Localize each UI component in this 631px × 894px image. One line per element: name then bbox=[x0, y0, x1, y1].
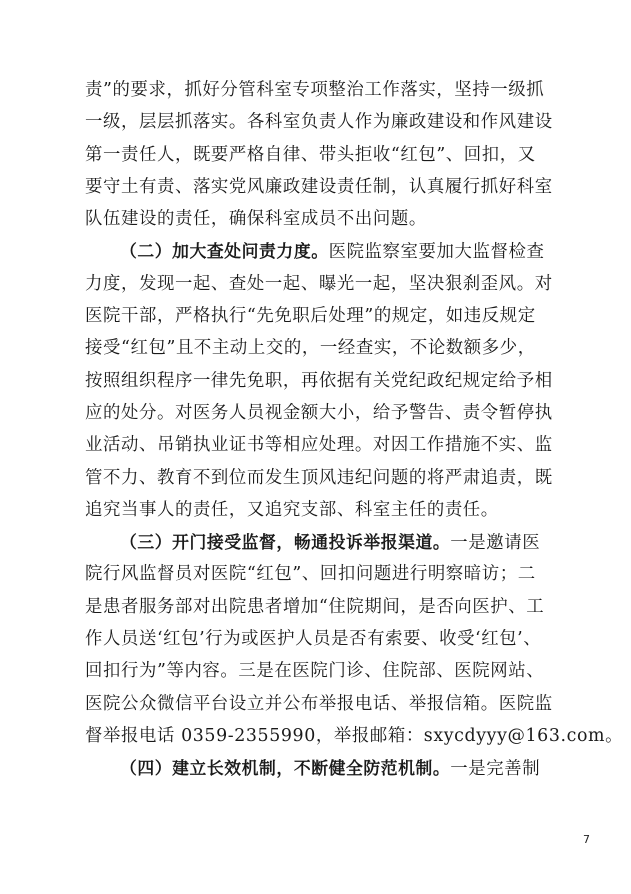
p2-heading: （二）加大查处问责力度。 bbox=[120, 241, 329, 262]
p3-line-3: 是患者服务部对出院患者增加“住院期间，是否向医护、工 bbox=[85, 596, 545, 617]
p4-heading: （四）建立长效机制，不断健全防范机制。 bbox=[120, 758, 451, 779]
body-text bbox=[85, 74, 624, 785]
p3-line-5: 回扣行为”等内容。三是在医院门诊、住院部、医院网站、 bbox=[85, 661, 545, 682]
p2-line-8: 管不力、教育不到位而发生顶风违纪问题的将严肃追责，既 bbox=[85, 467, 553, 488]
p3-heading: （三）开门接受监督，畅通投诉举报渠道。 bbox=[120, 532, 451, 553]
p3-line-1-text: 一是邀请医 bbox=[450, 533, 541, 554]
p4-line-1 bbox=[85, 752, 541, 784]
p2-line-6: 应的处分。对医务人员视金额大小，给予警告、责令暂停执 bbox=[85, 402, 553, 423]
p2-line-2: 力度，发现一起、查处一起、曝光一起，坚决狠刹歪风。对 bbox=[85, 273, 553, 294]
p1-line-5: 队伍建设的责任，确保科室成员不出问题。 bbox=[85, 209, 427, 230]
p3-line-6: 医院公众微信平台设立并公布举报电话、举报信箱。医院监 bbox=[85, 693, 553, 714]
p4-line-1-text: 一是完善制 bbox=[450, 759, 541, 780]
p2-line-3: 医院干部，严格执行“先免职后处理”的规定，如违反规定 bbox=[85, 306, 536, 327]
p2-line-4: 接受“红包”且不主动上交的，一经查实，不论数额多少， bbox=[85, 338, 536, 359]
p2-line-7: 业活动、吊销执业证书等相应处理。对因工作措施不实、监 bbox=[85, 435, 553, 456]
p2-line-9: 追究当事人的责任，又追究支部、科室主任的责任。 bbox=[85, 499, 499, 520]
p3-line-1 bbox=[85, 526, 541, 558]
p1-line-3: 第一责任人，既要严格自律、带头拒收“红包”、回扣，又 bbox=[85, 144, 536, 165]
p3-line-7: 督举报电话 0359-2355990，举报邮箱：sxycdyyy@163.com。 bbox=[85, 725, 624, 746]
p1-line-4: 要守土有责、落实党风廉政建设责任制，认真履行抓好科室 bbox=[85, 176, 553, 197]
p2-line-1-text: 医院监察室要加大监督检查 bbox=[328, 242, 545, 263]
p3-line-2: 院行风监督员对医院“红包”、回扣问题进行明察暗访；二 bbox=[85, 564, 536, 585]
p1-line-1: 责”的要求，抓好分管科室专项整治工作落实，坚持一级抓 bbox=[85, 80, 545, 100]
p2-line-5: 按照组织程序一律先免职，再依据有关党纪政纪规定给予相 bbox=[85, 370, 553, 391]
p1-line-2: 一级，层层抓落实。各科室负责人作为廉政建设和作风建设 bbox=[85, 112, 553, 133]
p3-line-4: 作人员送‘红包’行为或医护人员是否有索要、收受‘红包’、 bbox=[85, 629, 542, 650]
page-number: 7 bbox=[583, 833, 590, 846]
p2-line-1 bbox=[85, 235, 545, 267]
